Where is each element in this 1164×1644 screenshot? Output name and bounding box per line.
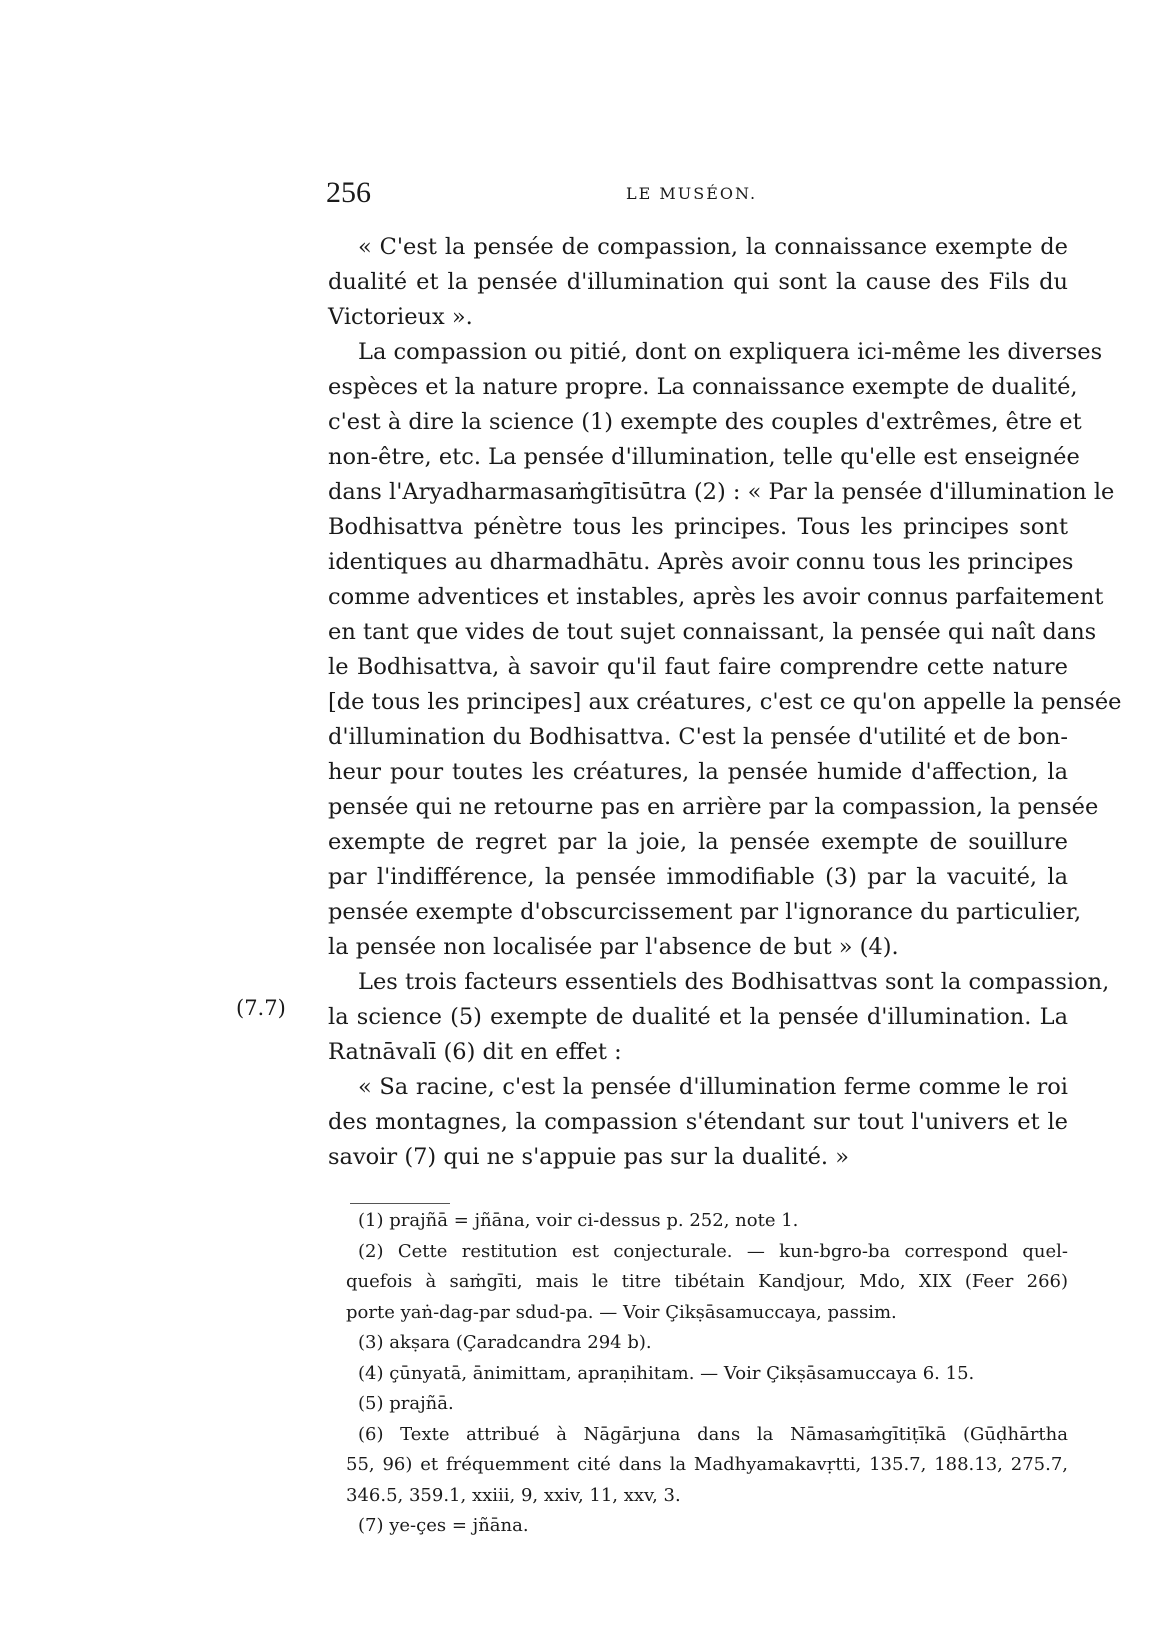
footnote-rule xyxy=(350,1203,450,1204)
footnote-line: porte yaṅ-dag-par sdud-pa. — Voir Çikṣāsamuccaya, passim. xyxy=(346,1301,897,1323)
body-line: pensée qui ne retourne pas en arrière par la compassion, la pensée xyxy=(328,794,1099,820)
body-line: la science (5) exempte de dualité et la pensée d'illumination. La xyxy=(328,1004,1068,1030)
footnote-line: (2) Cette restitution est conjecturale. — kun-bgro-ba correspond quel- xyxy=(358,1240,1068,1262)
footnote-line: (6) Texte attribué à Nāgārjuna dans la Nāmasaṁgītiṭīkā (Gūḍhārtha xyxy=(358,1423,1068,1445)
footnote-line: (5) prajñā. xyxy=(358,1393,454,1414)
body-line: heur pour toutes les créatures, la pensée humide d'affection, la xyxy=(328,759,1068,785)
footnote-line: 346.5, 359.1, xxiii, 9, xxiv, 11, xxv, 3. xyxy=(346,1484,681,1506)
body-line: c'est à dire la science (1) exempte des couples d'extrêmes, être et xyxy=(328,409,1082,435)
body-line: pensée exempte d'obscurcissement par l'ignorance du particulier, xyxy=(328,899,1082,925)
body-line: Les trois facteurs essentiels des Bodhisattvas sont la compassion, xyxy=(358,969,1110,995)
body-line: non-être, etc. La pensée d'illumination, telle qu'elle est enseignée xyxy=(328,444,1080,470)
body-line: exempte de regret par la joie, la pensée exempte de souillure xyxy=(328,829,1068,855)
body-line: d'illumination du Bodhisattva. C'est la pensée d'utilité et de bon- xyxy=(328,724,1068,750)
body-line: Bodhisattva pénètre tous les principes. Tous les principes sont xyxy=(328,514,1068,540)
body-line: en tant que vides de tout sujet connaissant, la pensée qui naît dans xyxy=(328,619,1097,645)
footnote-line: (4) çūnyatā, ānimittam, apraṇihitam. — Voir Çikṣāsamuccaya 6. 15. xyxy=(358,1362,975,1384)
body-line: espèces et la nature propre. La connaissance exempte de dualité, xyxy=(328,374,1078,400)
footnote-line: (7) ye-çes = jñāna. xyxy=(358,1515,529,1536)
body-line: [de tous les principes] aux créatures, c'est ce qu'on appelle la pensée xyxy=(328,689,1122,715)
body-line: des montagnes, la compassion s'étendant sur tout l'univers et le xyxy=(328,1109,1068,1135)
footnote-line: 55, 96) et fréquemment cité dans la Madhyamakavṛtti, 135.7, 188.13, 275.7, xyxy=(346,1454,1068,1475)
body-text xyxy=(328,230,1122,1175)
body-line: identiques au dharmadhātu. Après avoir connu tous les principes xyxy=(328,549,1074,575)
body-line: savoir (7) qui ne s'appuie pas sur la dualité. » xyxy=(328,1144,850,1170)
body-line: Ratnāvalī (6) dit en effet : xyxy=(328,1039,622,1065)
body-line: le Bodhisattva, à savoir qu'il faut faire comprendre cette nature xyxy=(328,654,1068,680)
body-line: la pensée non localisée par l'absence de but » (4). xyxy=(328,934,899,960)
page-number: 256 xyxy=(326,176,371,209)
body-line: « C'est la pensée de compassion, la connaissance exempte de xyxy=(358,234,1068,260)
body-line: par l'indifférence, la pensée immodifiable (3) par la vacuité, la xyxy=(328,864,1068,890)
footnote-line: quefois à saṁgīti, mais le titre tibétain Kandjour, Mdo, XIX (Feer 266) xyxy=(346,1271,1068,1292)
margin-reference: (7.7) xyxy=(236,996,286,1020)
body-line: « Sa racine, c'est la pensée d'illumination ferme comme le roi xyxy=(358,1074,1068,1100)
footnote-line: (1) prajñā = jñāna, voir ci-dessus p. 252, note 1. xyxy=(358,1210,799,1231)
body-line: comme adventices et instables, après les avoir connus parfaitement xyxy=(328,584,1104,610)
body-line: dans l'Aryadharmasaṁgītisūtra (2) : « Par la pensée d'illumination le xyxy=(328,479,1115,505)
footnote-line: (3) akṣara (Çaradcandra 294 b). xyxy=(358,1332,652,1353)
body-line: Victorieux ». xyxy=(328,304,473,330)
page-header xyxy=(326,176,1066,216)
body-line: La compassion ou pitié, dont on expliquera ici-même les diverses xyxy=(358,339,1103,365)
running-head: LE MUSÉON. xyxy=(626,184,758,203)
body-line: dualité et la pensée d'illumination qui sont la cause des Fils du xyxy=(328,269,1068,295)
footnotes xyxy=(346,1206,1068,1542)
